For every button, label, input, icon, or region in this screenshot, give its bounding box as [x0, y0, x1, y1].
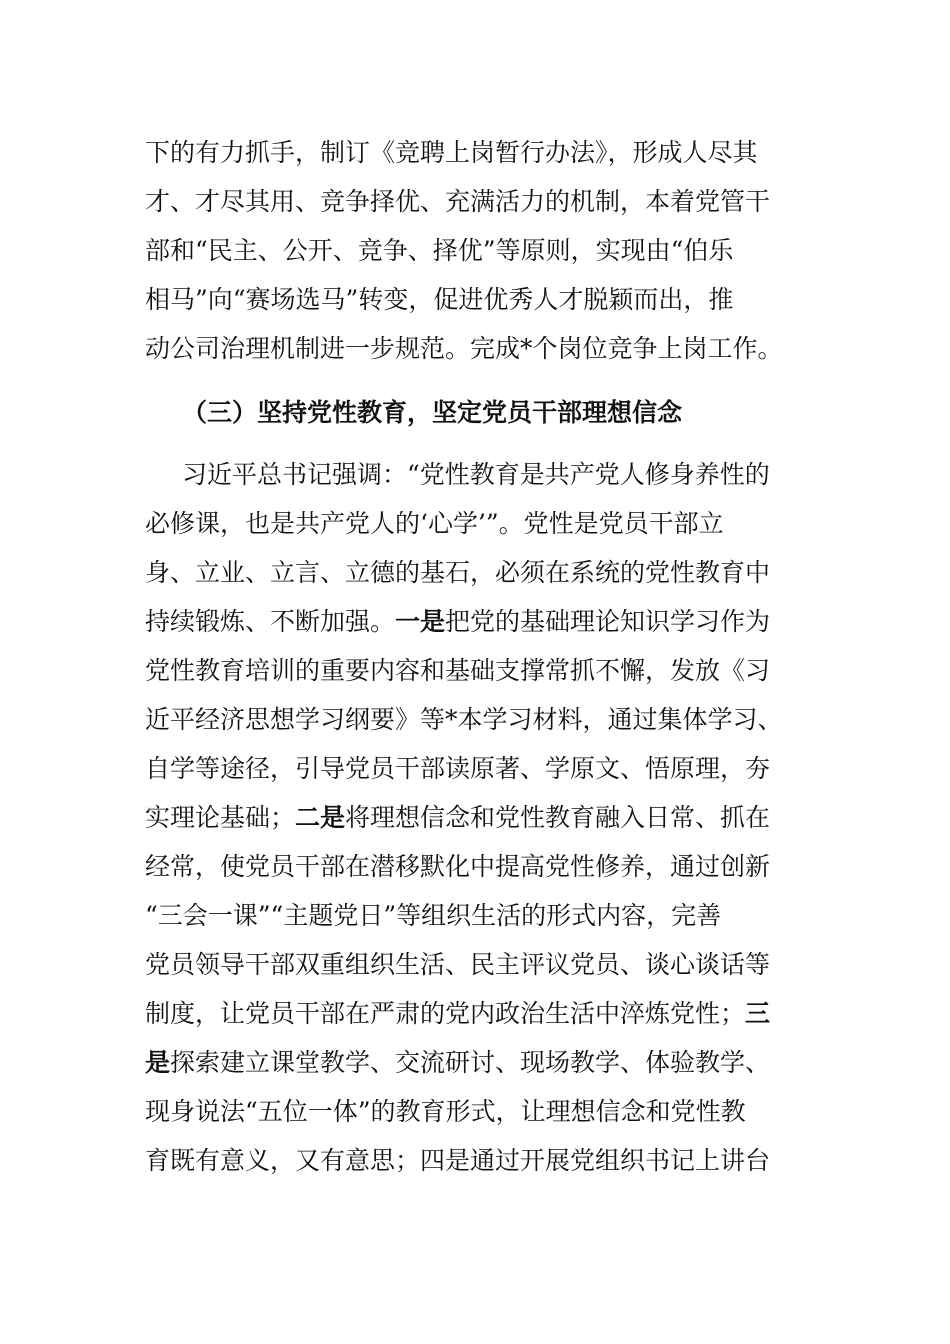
paragraph-line — [145, 700, 805, 740]
text-run: 身、立业、立言、立德的基石，必须在系统的党性教育中 — [145, 558, 771, 587]
bold-text-run: 是 — [145, 1048, 171, 1077]
text-run: 实理论基础； — [145, 803, 296, 832]
bold-text-run: 三 — [745, 999, 771, 1028]
paragraph-line — [145, 847, 805, 887]
text-run: 把党的基础理论知识学习作为 — [445, 607, 771, 636]
text-run: 育既有意义，又有意思；四是通过开展党组织书记上讲台 — [145, 1146, 771, 1175]
text-run: 下的有力抓手，制订《竞聘上岗暂行办法》，形成人尽其 — [145, 138, 758, 167]
text-run: “三会一课”“主题党日”等组织生活的形式内容，完善 — [145, 901, 722, 930]
paragraph-line — [145, 553, 805, 593]
bold-text-run: 一是 — [395, 607, 446, 636]
paragraph-line — [145, 1043, 805, 1083]
paragraph-line — [145, 231, 805, 271]
text-run: 探索建立课堂教学、交流研讨、现场教学、体验教学、 — [170, 1048, 771, 1077]
text-run: 现身说法“五位一体”的教育形式，让理想信念和党性教 — [145, 1097, 746, 1126]
text-run: 制度，让党员干部在严肃的党内政治生活中淬炼党性； — [145, 999, 746, 1028]
paragraph-line — [145, 602, 805, 642]
paragraph-line — [182, 455, 842, 495]
text-run: 党员领导干部双重组织生活、民主评议党员、谈心谈话等 — [145, 950, 771, 979]
text-run: 党性教育培训的重要内容和基础支撑常抓不懈，发放《习 — [145, 656, 771, 685]
text-run: 经常，使党员干部在潜移默化中提高党性修养，通过创新 — [145, 852, 771, 881]
heading-text: （三）坚持党性教育，坚定党员干部理想信念 — [182, 398, 683, 427]
paragraph-line — [145, 896, 805, 936]
text-run: 自学等途径，引导党员干部读原著、学原文、悟原理，夯 — [145, 754, 771, 783]
text-run: 近平经济思想学习纲要》等*本学习材料，通过集体学习、 — [145, 705, 783, 734]
text-run: 将理想信念和党性教育融入日常、抓在 — [345, 803, 771, 832]
paragraph-line — [145, 504, 805, 544]
text-run: 持续锻炼、不断加强。 — [145, 607, 396, 636]
bold-text-run: 二是 — [295, 803, 346, 832]
paragraph-line — [145, 280, 805, 320]
paragraph-line — [145, 798, 805, 838]
paragraph-line — [145, 994, 805, 1034]
paragraph-line — [145, 749, 805, 789]
text-run: 必修课，也是共产党人的‘心学’”。党性是党员干部立 — [145, 509, 724, 538]
text-run: 习近平总书记强调：“党性教育是共产党人修身养性的 — [182, 460, 770, 489]
paragraph-line — [145, 182, 805, 222]
paragraph-line — [145, 945, 805, 985]
text-run: 相马”向“赛场选马”转变，促进优秀人才脱颖而出，推 — [145, 285, 734, 314]
paragraph-line — [145, 651, 805, 691]
text-run: 才、才尽其用、竞争择优、充满活力的机制，本着党管干 — [145, 187, 771, 216]
paragraph-line — [145, 1092, 805, 1132]
paragraph-line — [145, 133, 805, 173]
text-run: 部和“民主、公开、竞争、择优”等原则，实现由“伯乐 — [145, 236, 734, 265]
section-heading — [182, 393, 842, 433]
paragraph-line — [145, 1141, 805, 1181]
text-run: 动公司治理机制进一步规范。完成*个岗位竞争上岗工作。 — [145, 334, 783, 363]
paragraph-line — [145, 329, 805, 369]
